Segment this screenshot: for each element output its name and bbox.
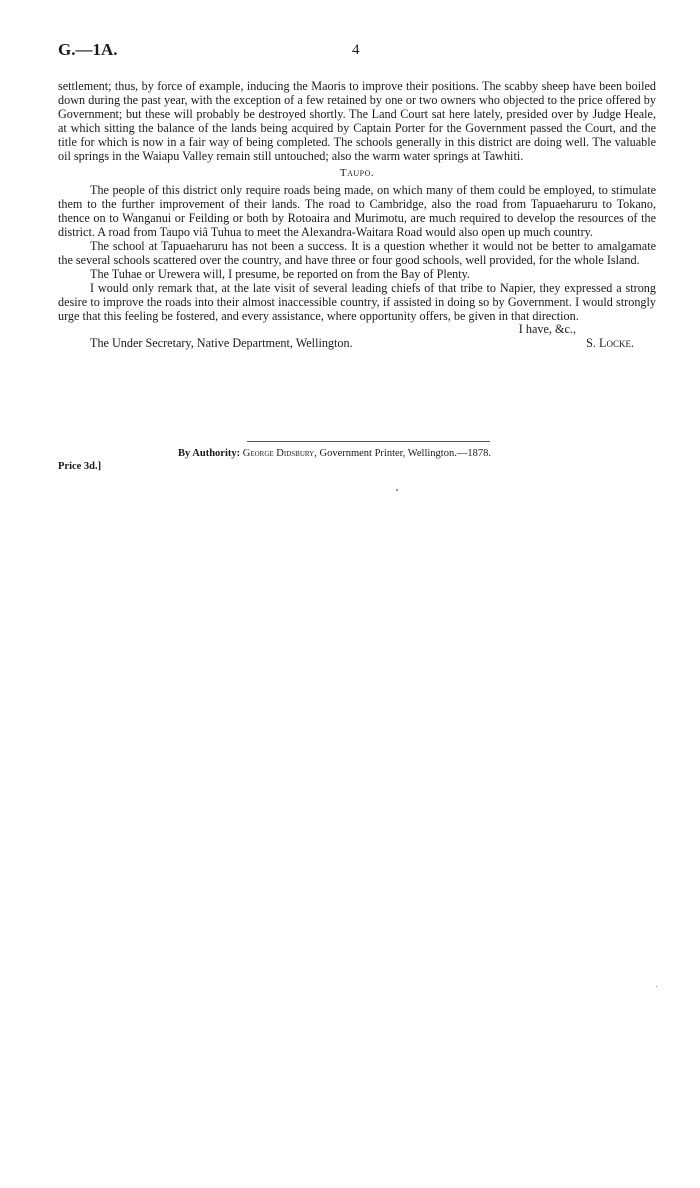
imprint-rest: Government Printer, Wellington.—1878. xyxy=(319,448,491,459)
document-body xyxy=(58,80,656,351)
address-row xyxy=(58,337,656,351)
imprint-lead: By Authority: xyxy=(178,448,241,459)
paragraph-settlement: settlement; thus, by force of example, inducing the Maoris to improve their positions. The scabby sheep have been boiled down during the past year, with the exception of a few retained by one or two owners who objected to the price offered by Government; but these will probably be destroyed shortly. The Land Court sat here lately, presided over by Judge Heale, at which sitting the balance of the lands being acquired by Captain Porter for the Government passed the Court, and the title for which is now in a fair way of being completed. The schools generally in this district are doing well. The valuable oil springs in the Waiapu Valley remain still untouched; also the warm water springs at Tawhiti. xyxy=(58,79,656,163)
signature: S. Locke. xyxy=(586,336,634,351)
imprint-printer: George Didsbury, xyxy=(242,448,317,459)
paragraph-roads: The people of this district only require roads being made, on which many of them could be employed, to stimulate them to the further improvement of their lands. The road to Cambridge, also the road from Tapuaeharuru to Tokano, thence on to Wanganui or Feilding or both by Rotoaira and Murimotu, are much required to develop the resources of the district. A road from Taupo viâ Tuhua to meet the Alexandra-Waitara Road would also open up much country. xyxy=(58,183,656,240)
price-label: Price 3d.] xyxy=(58,461,102,472)
scan-speck xyxy=(396,489,398,491)
section-heading-taupo: Taupo. xyxy=(339,167,375,180)
addressee: The Under Secretary, Native Department, Wellington. xyxy=(90,336,353,351)
closing-row xyxy=(58,323,656,337)
paragraph-tuhae: The Tuhae or Urewera will, I presume, be reported on from the Bay of Plenty. xyxy=(90,266,470,281)
page-number: 4 xyxy=(352,42,360,58)
closing-salutation: I have, &c., xyxy=(518,322,576,337)
printer-imprint xyxy=(178,448,491,459)
paragraph-school: The school at Tapuaeharuru has not been a success. It is a question whether it would not be better to amalgamate the several schools scattered over the country, and have three or four good schools, well provided, for the whole Island. xyxy=(58,238,656,267)
paragraph-remark: I would only remark that, at the late visit of several leading chiefs of that tribe to Napier, they expressed a strong desire to improve the roads into their almost inaccessible country, if assisted in doing so by Government. I would strongly urge that this feeling be fostered, and every assistance, where opportunity offers, be given in that direction. xyxy=(58,280,656,323)
scan-speck xyxy=(656,986,657,987)
document-reference: G.—1A. xyxy=(58,40,118,59)
footer-rule xyxy=(247,441,490,442)
